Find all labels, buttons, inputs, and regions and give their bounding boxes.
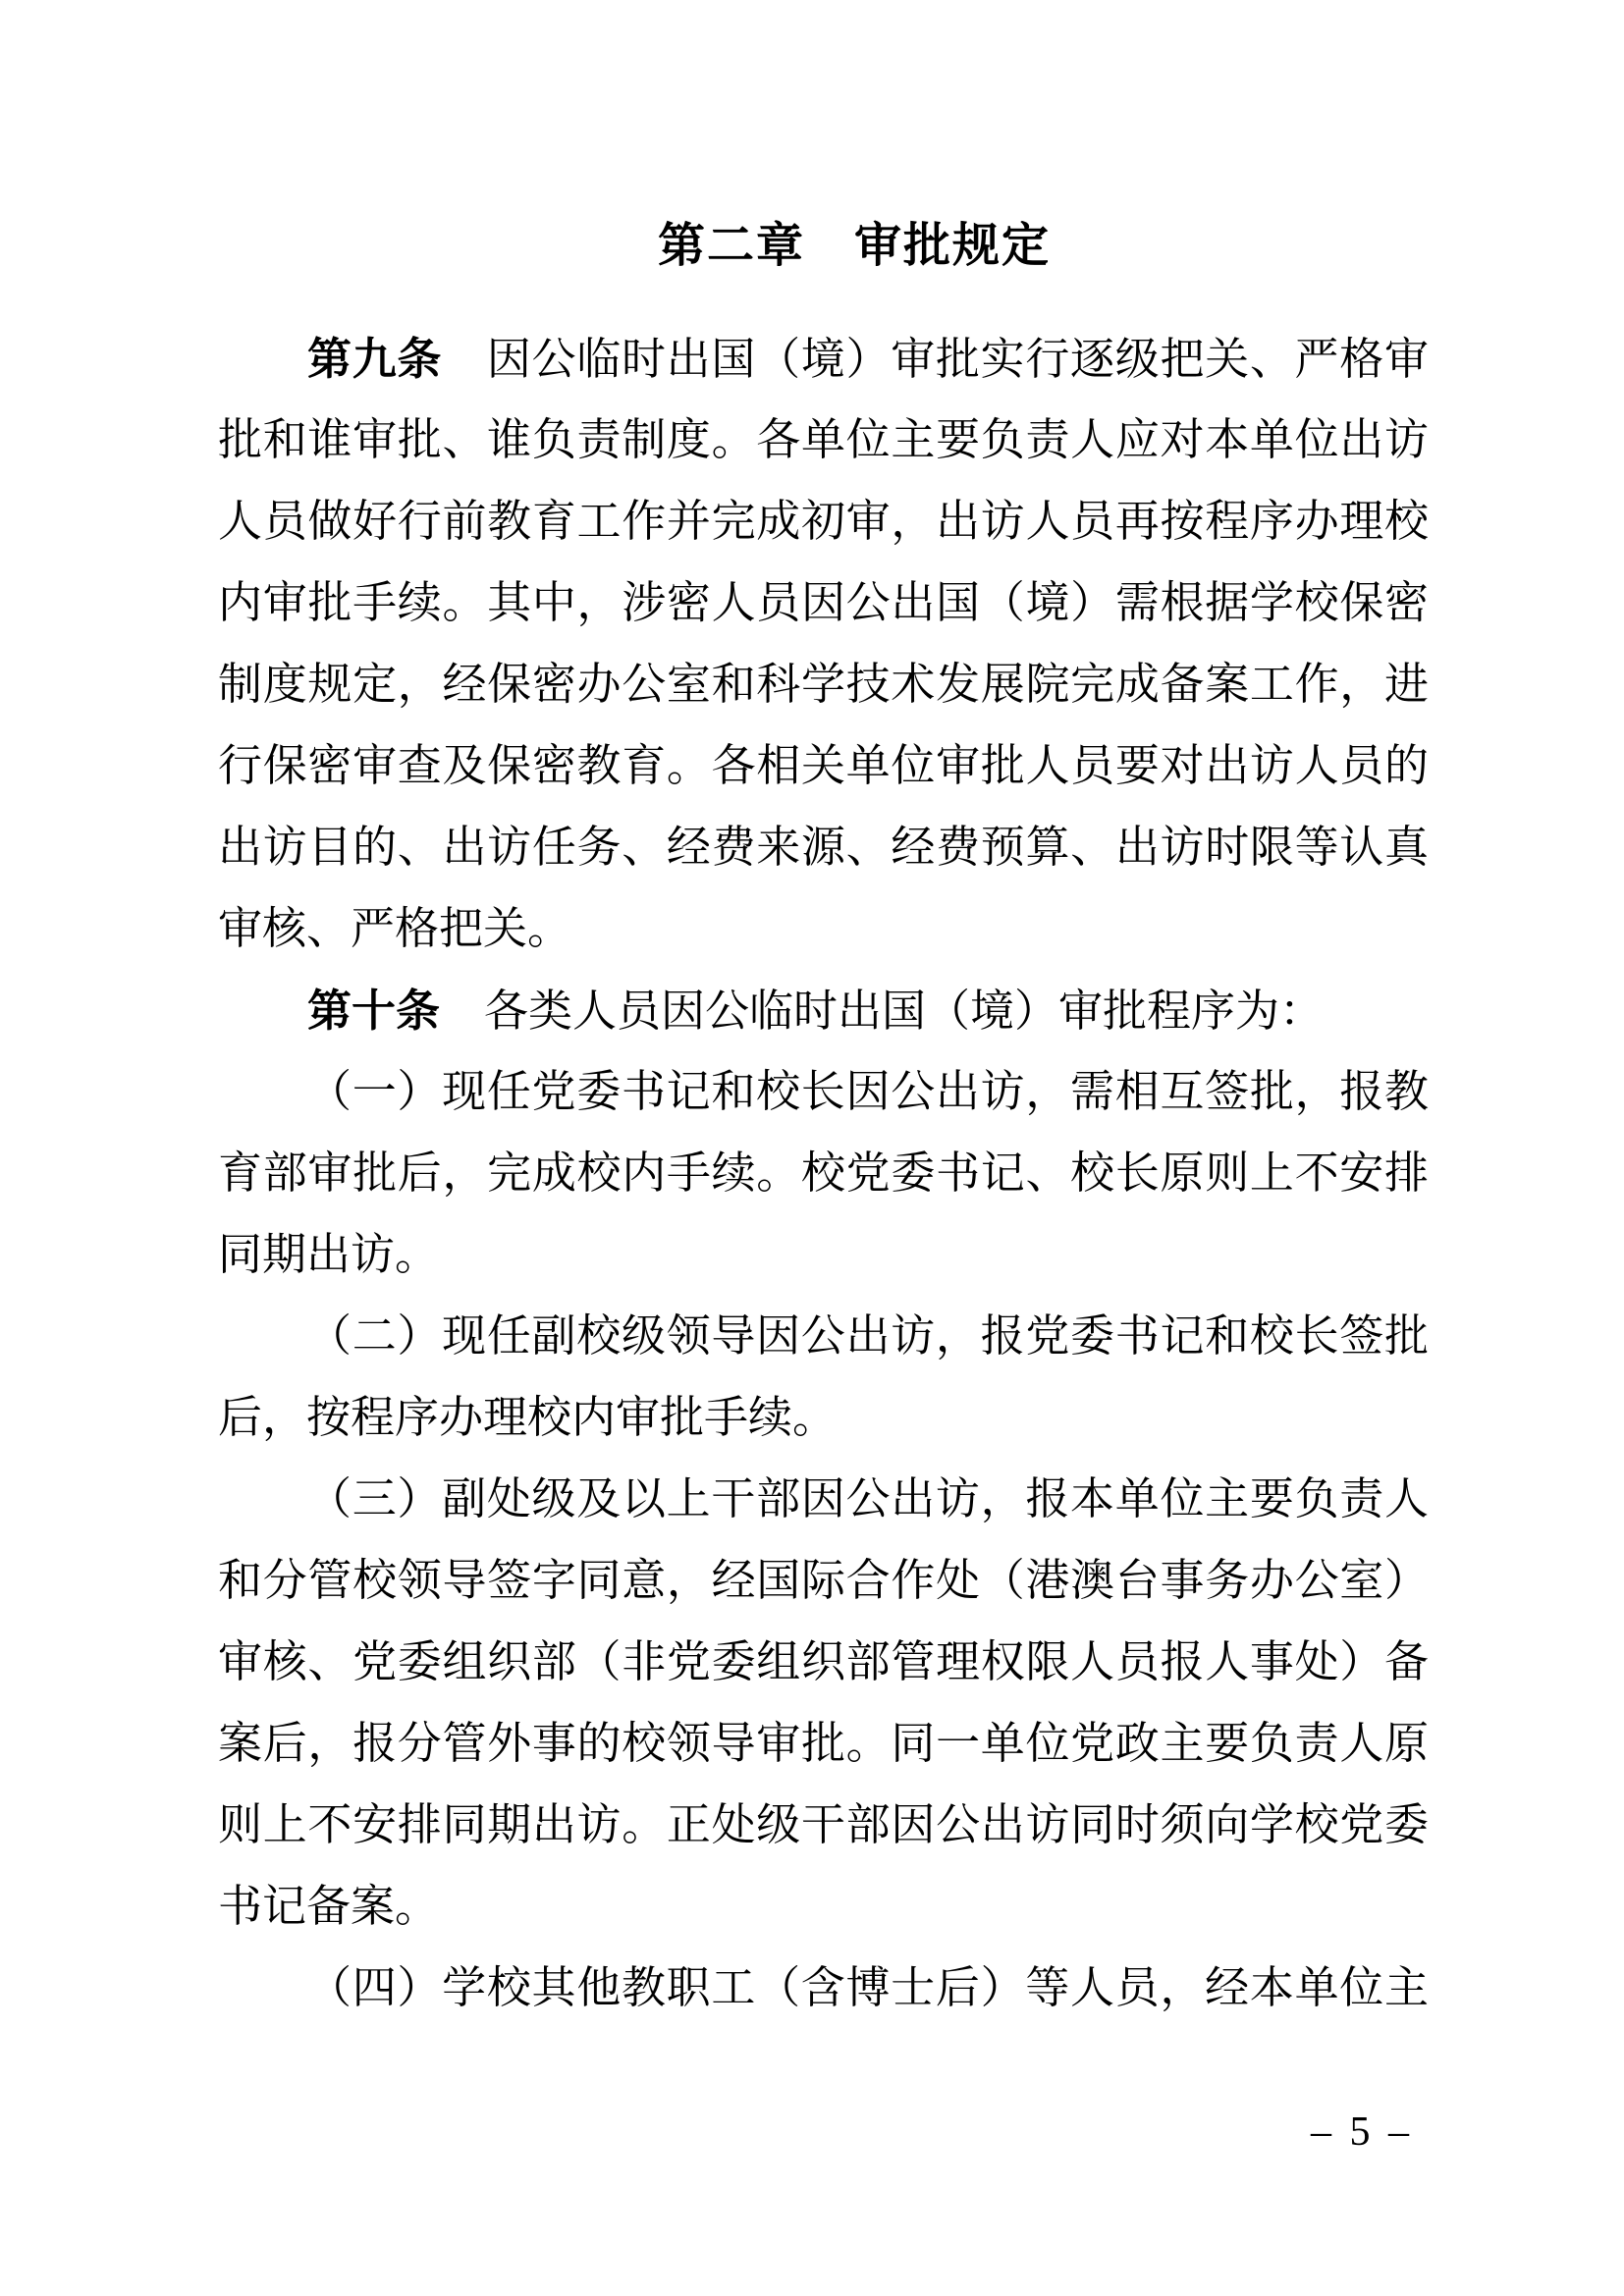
line-text: 行保密审查及保密教育。各相关单位审批人员要对出访人员的 xyxy=(218,741,1429,790)
text-line xyxy=(218,1051,1429,1133)
text-line xyxy=(218,1866,1429,1948)
line-text: 和分管校领导签字同意，经国际合作处（港澳台事务办公室） xyxy=(218,1556,1429,1605)
article-label: 第九条 xyxy=(307,334,443,384)
text-line xyxy=(218,1703,1429,1785)
text-line xyxy=(218,1133,1429,1214)
text-line xyxy=(218,807,1429,888)
document-body xyxy=(218,318,1429,2029)
line-text: 各类人员因公临时出国（境）审批程序为： xyxy=(440,987,1325,1036)
text-line xyxy=(218,1948,1429,2029)
article-label: 第十条 xyxy=(307,986,441,1036)
line-text: 审核、党委组织部（非党委组织部管理权限人员报人事处）备 xyxy=(218,1637,1429,1686)
line-text: （四）学校其他教职工（含博士后）等人员，经本单位主 xyxy=(307,1963,1429,2012)
line-text: 人员做好行前教育工作并完成初审，出访人员再按程序办理校 xyxy=(218,497,1429,546)
line-text: 因公临时出国（境）审批实行逐级把关、严格审 xyxy=(442,335,1429,384)
chapter-title: 第二章 审批规定 xyxy=(657,220,1051,272)
text-line xyxy=(218,1785,1429,1866)
text-line xyxy=(218,644,1429,725)
line-text: 内审批手续。其中，涉密人员因公出国（境）需根据学校保密 xyxy=(218,578,1429,627)
text-line xyxy=(218,1377,1429,1459)
text-line xyxy=(218,1459,1429,1540)
text-line xyxy=(218,1214,1429,1296)
line-text: 制度规定，经保密办公室和科学技术发展院完成备案工作，进 xyxy=(218,660,1429,709)
line-text: （一）现任党委书记和校长因公出访，需相互签批，报教 xyxy=(307,1067,1429,1116)
line-text: 批和谁审批、谁负责制度。各单位主要负责人应对本单位出访 xyxy=(218,415,1429,464)
line-text: 案后，报分管外事的校领导审批。同一单位党政主要负责人原 xyxy=(218,1719,1429,1768)
line-text: 育部审批后，完成校内手续。校党委书记、校长原则上不安排 xyxy=(218,1148,1429,1198)
line-text: （三）副处级及以上干部因公出访，报本单位主要负责人 xyxy=(307,1474,1429,1523)
line-text: 后，按程序办理校内审批手续。 xyxy=(218,1393,838,1442)
line-text: 书记备案。 xyxy=(218,1882,440,1931)
page-number: – 5 – xyxy=(1311,2109,1413,2155)
text-line xyxy=(218,318,1429,400)
text-line xyxy=(218,1296,1429,1377)
text-line xyxy=(218,481,1429,562)
text-line xyxy=(218,562,1429,644)
text-line xyxy=(218,970,1429,1051)
line-text: 同期出访。 xyxy=(218,1230,440,1279)
line-text: 审核、严格把关。 xyxy=(218,904,572,953)
line-text: 出访目的、出访任务、经费来源、经费预算、出访时限等认真 xyxy=(218,823,1429,872)
text-line xyxy=(218,1540,1429,1622)
text-line xyxy=(218,888,1429,970)
text-line xyxy=(218,725,1429,807)
text-line xyxy=(218,400,1429,481)
line-text: 则上不安排同期出访。正处级干部因公出访同时须向学校党委 xyxy=(218,1800,1429,1849)
line-text: （二）现任副校级领导因公出访，报党委书记和校长签批 xyxy=(307,1311,1429,1361)
text-line xyxy=(218,1622,1429,1703)
